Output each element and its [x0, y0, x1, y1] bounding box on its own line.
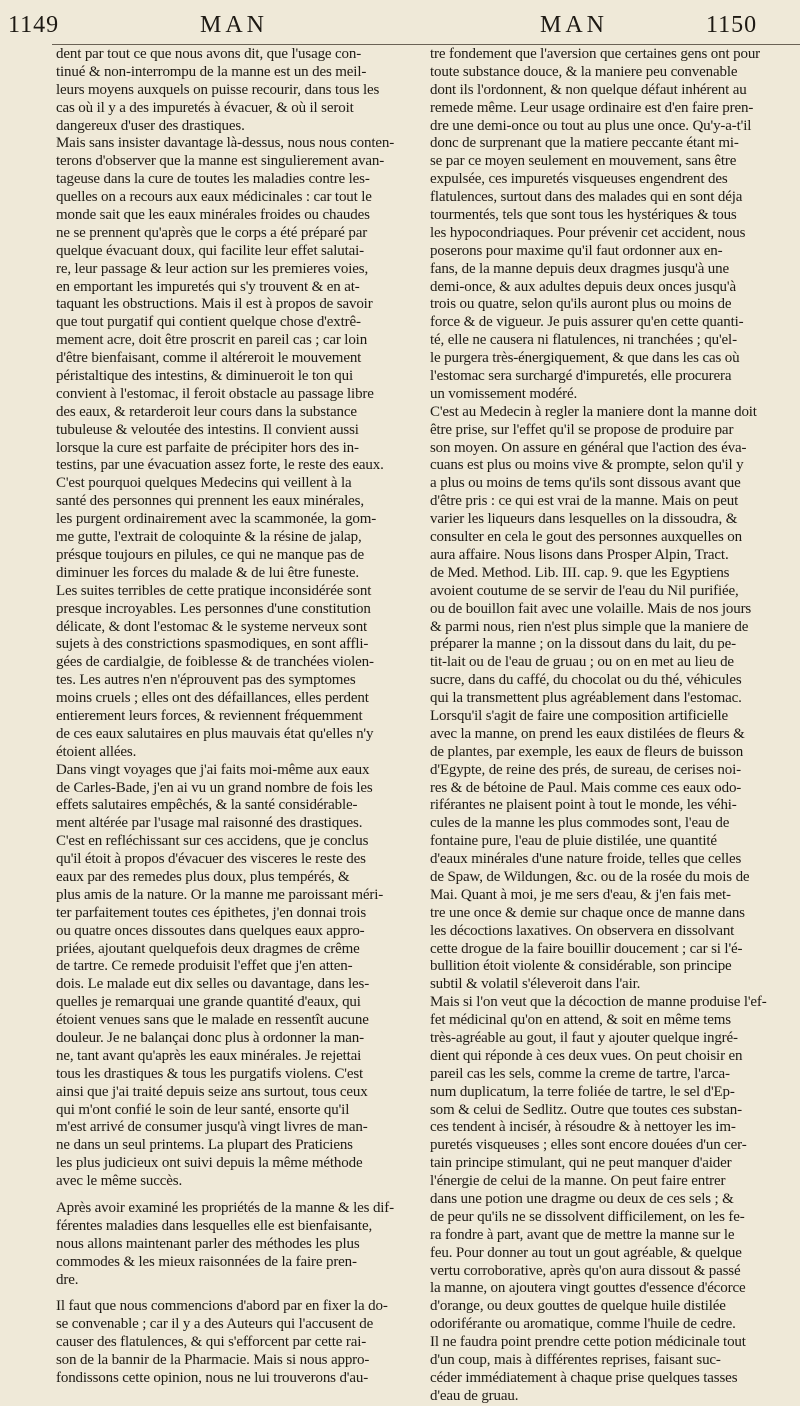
text-line: péristaltique des intestins, & diminueroit le ton qui: [56, 368, 354, 385]
text-line: som & celui de Sedlitz. Outre que toutes ces substan-: [430, 1101, 742, 1118]
text-line: quelles je remarquai une grande quantité d'eaux, qui: [56, 994, 361, 1011]
text-line: ra fondre à part, avant que de mettre la manne sur le: [430, 1226, 735, 1243]
text-line: férentes maladies dans lesquelles elle est bienfaisante,: [56, 1217, 373, 1234]
text-line: monde sait que les eaux minérales froides ou chaudes: [56, 207, 370, 224]
text-line: leurs moyens auxquels on puisse recourir, dans tous les: [56, 81, 380, 98]
text-line: les hypocondriaques. Pour prévenir cet accident, nous: [430, 224, 746, 241]
text-line: vertu corroborative, après qu'on aura dissout & passé: [430, 1262, 741, 1279]
text-line: odoriférante ou aromatique, comme l'huile de cedre.: [430, 1316, 736, 1333]
text-line: étoient allées.: [56, 743, 137, 760]
text-line: ne, tant avant qu'après les eaux minérales. Je rejettai: [56, 1047, 362, 1064]
text-line: diminuer les forces du malade & de lui être funeste.: [56, 564, 359, 581]
text-line: se par ce moyen seulement en mouvement, sans être: [430, 153, 737, 170]
text-line: presque incroyables. Les personnes d'une constitution: [56, 600, 371, 617]
text-line: les purgent ordinairement avec la scammonée, la gom-: [56, 511, 377, 528]
text-line: tre une once & demie sur chaque once de manne dans: [430, 904, 745, 921]
text-line: m'est arrivé de consumer jusqu'à vingt livres de man-: [56, 1119, 368, 1136]
text-line: C'est au Medecin à regler la maniere dont la manne doit: [430, 403, 757, 420]
text-line: puretés visqueuses ; elles sont encore douées d'un cer-: [430, 1137, 747, 1154]
text-line: de Med. Method. Lib. III. cap. 9. que les Egyptiens: [430, 564, 730, 581]
text-line: fondissons cette opinion, nous ne lui trouverons d'au-: [56, 1370, 369, 1387]
text-line: feu. Pour donner au tout un gout agréable, & quelque: [430, 1244, 742, 1261]
text-line: avec la manne, on prend les eaux distilées de fleurs &: [430, 725, 745, 742]
text-line: d'eaux minérales d'une nature froide, telles que celles: [430, 851, 742, 868]
text-line: expulsée, ces impuretés visqueuses engendrent des: [430, 171, 728, 188]
text-line: moins cruels ; elles ont des défaillances, elles perdent: [56, 690, 369, 707]
text-line: C'est pourquoi quelques Medecins qui veillent à la: [56, 475, 352, 492]
text-line: eaux par des remedes plus doux, plus tempérés, &: [56, 868, 350, 885]
text-line: dans une potion une dragme ou deux de ces sels ; &: [430, 1191, 734, 1207]
text-line: ment altérée par l'usage mal raisonné des drastiques.: [56, 815, 363, 832]
text-line: flatulences, surtout dans des malades qui en sont déja: [430, 189, 743, 206]
text-line: l'estomac sera surchargé d'impuretés, elle procurera: [430, 368, 732, 385]
text-line: ou de bouillon fait avec une volaille. Mais de nos jours: [430, 600, 752, 617]
text-line: C'est en refléchissant sur ces accidens, que je conclus: [56, 833, 369, 850]
text-line: testins, par une évacuation assez forte, le reste des eaux.: [56, 457, 384, 474]
text-line: force & de vigueur. Je puis assurer qu'en cette quanti-: [430, 314, 744, 331]
text-line: tinué & non-interrompu de la manne est un des meil-: [56, 63, 367, 80]
page-number-left: 1149: [8, 12, 60, 38]
text-line: effets salutaires empêchés, & la santé considérable-: [56, 797, 358, 814]
text-line: en emportant les impuretés qui s'y trouvent & en at-: [56, 278, 360, 295]
text-line: les plus judicieux ont suivi depuis la même méthode: [56, 1155, 363, 1172]
text-line: dent par tout ce que nous avons dit, que l'usage con-: [56, 46, 362, 62]
text-line: délicate, & dont l'estomac & le systeme nerveux sont: [56, 618, 368, 635]
text-line: fet médicinal qu'on en attend, & soit en même tems: [430, 1012, 731, 1029]
text-line: se convenable ; car il y a des Auteurs qui l'accusent de: [56, 1316, 374, 1333]
text-line: qui la transmettent plus agréablement dans l'estomac.: [430, 690, 742, 707]
page-number-right: 1150: [706, 12, 758, 38]
text-line: dois. Le malade eut dix selles ou davantage, dans les-: [56, 976, 370, 993]
text-line: des eaux, & retarderoit leur cours dans la substance: [56, 403, 357, 420]
text-line: le purgera très-énergiquement, & que dans les cas où: [430, 350, 740, 367]
text-line: aura affaire. Nous lisons dans Prosper Alpin, Tract.: [430, 546, 729, 563]
text-line: dont ils l'ordonnent, & non quelque défaut inhérent au: [430, 81, 747, 98]
text-line: étoient venues sans que le malade en ressentît aucune: [56, 1012, 369, 1029]
text-line: de Carles-Bade, j'en ai vu un grand nombre de fois les: [56, 779, 373, 796]
text-line: l'énergie de celui de la manne. On peut faire entrer: [430, 1173, 726, 1190]
text-line: lorsque la cure est parfaite de précipiter hors des in-: [56, 439, 359, 456]
text-line: a plus ou moins de tems qu'ils sont dissous avant que: [430, 475, 741, 492]
text-line: cuans est plus ou moins vive & prompte, selon qu'il y: [430, 457, 744, 474]
text-line: tageuse dans la cure de toutes les maladies contre les-: [56, 171, 370, 188]
text-line: bullition étoit violente & considérable, son principe: [430, 958, 732, 975]
text-line: Mais si l'on veut que la décoction de manne produise l'ef-: [430, 994, 767, 1011]
text-line: poserons pour maxime qu'il faut ordonner aux en-: [430, 242, 723, 259]
header-rule: [52, 44, 800, 45]
text-line: ces tendent à incisér, à résoudre & à nettoyer les im-: [430, 1119, 736, 1136]
text-line: préparer la manne ; on la dissout dans du lait, du pe-: [430, 636, 736, 653]
text-line: quelque évacuant doux, qui facilite leur effet salutai-: [56, 242, 365, 259]
text-line: être prise, sur l'effet qu'il se propose de produire par: [430, 421, 734, 438]
text-line: gées de cardialgie, de foiblesse & de tranchées violen-: [56, 654, 374, 671]
text-line: ne se prennent qu'après que le corps a été préparé par: [56, 224, 368, 241]
text-line: avoient coutume de se servir de l'eau du Nil purifiée,: [430, 582, 739, 599]
text-line: plus amis de la nature. Or la manne me paroissant méri-: [56, 886, 384, 903]
text-line: Il faut que nous commencions d'abord par en fixer la do-: [56, 1298, 388, 1315]
text-line: terons d'observer que la manne est singulierement avan-: [56, 153, 385, 170]
text-line: dient qui réponde à ces deux vues. On peut choisir en: [430, 1047, 743, 1064]
text-line: Mai. Quant à moi, je me sers d'eau, & j'en fais met-: [430, 886, 731, 903]
text-line: qu'il étoit à propos d'évacuer des visceres le reste des: [56, 851, 366, 868]
text-line: ne dans un seul printems. La plupart des Praticiens: [56, 1137, 353, 1154]
text-line: avec le même succès.: [56, 1173, 183, 1190]
text-line: priées, ajoutant quelquefois deux dragmes de crême: [56, 940, 360, 957]
text-line: fontaine pure, l'eau de pluie distilée, une quantité: [430, 833, 717, 850]
text-line: Lorsqu'il s'agit de faire une composition artificielle: [430, 707, 729, 724]
text-line: la manne, on ajoutera vingt gouttes d'essence d'écorce: [430, 1280, 746, 1297]
text-line: cules de la manne les plus commodes sont, l'eau de: [430, 815, 730, 832]
text-line: céder immédiatement à chaque prise quelques tasses: [430, 1369, 738, 1386]
text-line: Après avoir examiné les propriétés de la manne & les dif-: [56, 1200, 394, 1216]
text-line: son moyen. On assure en général que l'action des éva-: [430, 439, 747, 456]
text-line: demi-once, & aux adultes depuis deux onces jusqu'à: [430, 278, 736, 295]
text-line: d'être bienfaisant, comme il altéreroit le mouvement: [56, 350, 362, 367]
text-line: mement acre, doit être proscrit en pareil cas ; car loin: [56, 332, 368, 349]
text-line: Il ne faudra point prendre cette potion médicinale tout: [430, 1334, 746, 1351]
text-line: entierement leurs forces, & reviennent fréquemment: [56, 707, 363, 724]
text-line: subtil & volatil s'éleveroit dans l'air.: [430, 976, 641, 993]
text-line: tit-lait ou de l'eau de gruau ; ou on en met au lieu de: [430, 654, 734, 671]
text-line: trois ou quatre, selon qu'ils auront plus ou moins de: [430, 296, 732, 313]
text-line: cas où il y a des impuretés à évacuer, & où il seroit: [56, 99, 354, 116]
text-line: taquant les obstructions. Mais il est à propos de savoir: [56, 296, 373, 313]
text-line: ainsi que j'ai traité depuis seize ans surtout, tous ceux: [56, 1083, 368, 1100]
text-line: tous les drastiques & tous les purgatifs violens. C'est: [56, 1065, 364, 1082]
text-line: dangereux d'user des drastiques.: [56, 117, 245, 134]
text-line: quelles on a recours aux eaux médicinales : car tout le: [56, 189, 372, 206]
text-line: tourmentés, tels que sont tous les hystériques & tous: [430, 207, 737, 224]
text-line: santé des personnes qui prennent les eaux minérales,: [56, 493, 364, 510]
text-line: tes. Les autres n'en n'éprouvent pas des symptomes: [56, 672, 356, 689]
text-line: commodes & les mieux raisonnées de la faire pren-: [56, 1253, 357, 1270]
text-line: dre.: [56, 1271, 79, 1288]
text-line: cette drogue de la faire bouillir doucement ; car si l'é-: [430, 940, 743, 957]
text-line: d'orange, ou deux gouttes de quelque huile distilée: [430, 1298, 726, 1315]
text-line: de peur qu'ils ne se dissolvent difficilement, on les fe-: [430, 1208, 745, 1225]
text-line: remede même. Leur usage ordinaire est d'en faire pren-: [430, 99, 754, 116]
text-line: fans, de la manne depuis deux dragmes jusqu'à une: [430, 260, 730, 277]
text-line: dre une demi-once ou tout au plus une once. Qu'y-a-t'il: [430, 117, 752, 134]
text-line: consulter en cela le gout des personnes auxquelles on: [430, 529, 742, 546]
text-line: num duplicatum, la terre foliée de tartre, le sel d'Ep-: [430, 1083, 735, 1100]
text-line: les décoctions laxatives. On observera en dissolvant: [430, 922, 735, 939]
text-line: de plantes, par exemple, les eaux de fleurs de buisson: [430, 743, 744, 760]
text-line: de Spaw, de Wildungen, &c. ou de la rosée du mois de: [430, 868, 750, 885]
text-line: de tartre. Ce remede produisit l'effet que j'en atten-: [56, 958, 353, 975]
text-line: tubuleuse & veloutée des intestins. Il convient aussi: [56, 421, 359, 438]
text-line: & parmi nous, rien n'est plus simple que la maniere de: [430, 618, 749, 635]
text-line: douleur. Je ne balançai donc plus à ordonner la man-: [56, 1029, 364, 1046]
text-line: ter parfaitement toutes ces épithetes, j'en donnai trois: [56, 904, 367, 921]
text-line: qui m'ont confié le soin de leur santé, ensorte qu'il: [56, 1101, 350, 1118]
text-line: que tout purgatif qui contient quelque chose d'extrê-: [56, 314, 361, 331]
text-line: donc de surprenant que la matiere peccante étant mi-: [430, 135, 739, 152]
text-line: riférantes ne plaisent point à tout le monde, les véhi-: [430, 797, 737, 814]
text-line: Dans vingt voyages que j'ai faits moi-même aux eaux: [56, 761, 370, 778]
text-line: pareil cas les sels, comme la creme de tartre, l'arca-: [430, 1065, 730, 1082]
text-line: d'eau de gruau.: [430, 1387, 519, 1404]
text-line: res & de bétoine de Paul. Mais comme ces eaux odo-: [430, 779, 742, 796]
text-line: Mais sans insister davantage là-dessus, nous nous conten-: [56, 135, 395, 152]
text-line: convient à l'estomac, il feroit obstacle au passage libre: [56, 385, 374, 402]
text-line: de ces eaux salutaires en plus mauvais état qu'elles n'y: [56, 725, 374, 742]
text-line: d'Egypte, de reine des prés, de sureau, de cerises noi-: [430, 761, 741, 778]
left-column: [56, 46, 416, 1388]
text-line: re, leur passage & leur action sur les premieres voies,: [56, 260, 369, 277]
text-line: présque toujours en pilules, ce qui ne manque pas de: [56, 546, 364, 563]
text-line: Les suites terribles de cette pratique inconsidérée sont: [56, 582, 372, 599]
text-line: d'être pris : ce qui est vrai de la manne. Mais on peut: [430, 493, 739, 510]
text-line: varier les liqueurs dans lesquelles on la dissoudra, &: [430, 511, 738, 528]
text-line: causer des flatulences, & qui s'efforcent par cette rai-: [56, 1334, 367, 1351]
running-head-right: MAN: [540, 12, 609, 38]
text-line: me gutte, l'extrait de coloquinte & la résine de jalap,: [56, 529, 362, 546]
text-line: tain principe stimulant, qui ne peut manquer d'aider: [430, 1155, 732, 1172]
running-head-left: MAN: [200, 12, 269, 38]
text-line: un vomissement modéré.: [430, 385, 578, 402]
text-line: sucre, dans du caffé, du chocolat ou du thé, véhicules: [430, 672, 742, 689]
text-line: sujets à des constrictions spasmodiques, en sont affli-: [56, 636, 369, 653]
text-line: son de la bannir de la Pharmacie. Mais si nous appro-: [56, 1352, 370, 1369]
text-line: ou quatre onces dissoutes dans quelques eaux appro-: [56, 922, 365, 939]
text-line: [56, 1191, 416, 1200]
text-line: té, elle ne causera ni flatulences, ni tranchées ; qu'el-: [430, 332, 737, 349]
text-line: [56, 1289, 416, 1298]
text-line: d'un coup, mais à différentes reprises, faisant suc-: [430, 1352, 721, 1369]
text-line: tre fondement que l'aversion que certaines gens ont pour: [430, 46, 761, 62]
text-line: nous allons maintenant parler des méthodes les plus: [56, 1235, 360, 1252]
text-line: toute substance douce, & la maniere peu convenable: [430, 63, 738, 80]
right-column: [430, 46, 790, 1406]
text-line: très-agréable au gout, il faut y ajouter quelque ingré-: [430, 1029, 738, 1046]
